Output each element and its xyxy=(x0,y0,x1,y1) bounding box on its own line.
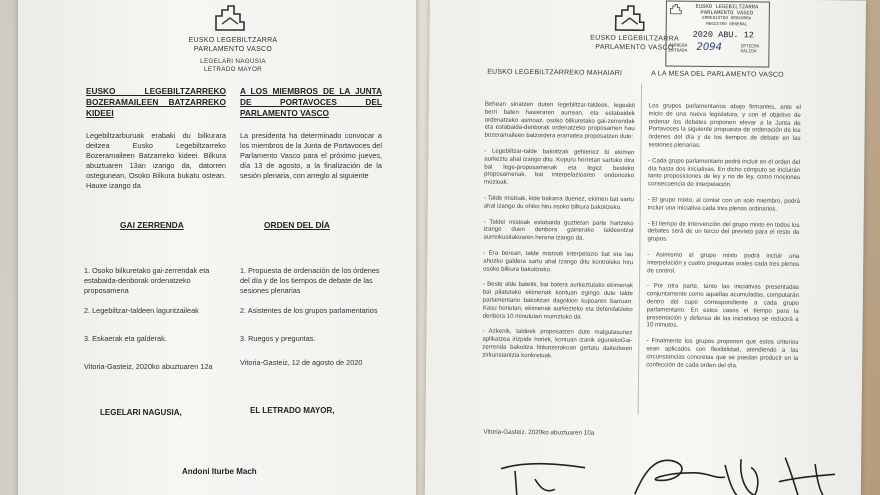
date-basque: Vitoria-Gasteiz, 2020ko abuztuaren 12a xyxy=(84,362,213,371)
signer-name: Andoni Iturbe Mach xyxy=(182,467,257,476)
paragraph-basque: - Legebiltzar-talde bakoitzak gehienez bi ekimen aurkeztu ahal izango ditu. Kopuru horretan sartuko dira bai lege-proposamenak eta legez besteko proposamenak, bai interpelazioaren ondoriozko mozioak. xyxy=(484,147,635,187)
agenda-item-basque: 3. Eskaerak eta galderak. xyxy=(84,334,167,343)
paragraph-basque: Behean sinatzen duten legebiltzar-taldeek, legealdi berri baten hasieraren aurrean, eta estabaidek ordenatzeko asmoaz, osoko bilkuretako gai-zerrendak eta estabaida-denborak ordenatzeko proposamen hau bozeramaileen batzordera eramatea proposatzen dute: xyxy=(484,100,635,141)
stamp-header: EUSKO LEGEBILTZARRA PARLAMENTO VASCO ERREGISTRO OROKORRA REGISTRO GENERAL xyxy=(695,2,759,28)
paragraph-basque: - Taldei mistoak estabaida guztietan parte hartzeko izango duen denbora gainerako taldeentzat aurreikusitakoaren herena izango da. xyxy=(483,218,634,242)
document-sheet-left xyxy=(18,0,416,495)
intro-basque: Legebiltzarburuak erabaki du bilkurara deitzea Eusko Legebiltzarreko Bozeramaileen Batzarreko kideei. Bilkura abuztuaren 13an izango da, datorren ostegunean, Osoko Bilkura bukatu ostean. Hauxe izango da xyxy=(86,131,226,190)
agenda-title-basque: GAI ZERRENDA xyxy=(120,220,184,230)
heading-basque: EUSKO LEGEBILTZARREKO BOZERAMAILEEN BATZARREKO KIDEEI xyxy=(86,86,226,118)
parliament-logo-icon xyxy=(212,4,248,34)
stamp-logo-icon xyxy=(669,4,683,16)
office-name: LEGELARI NAGUSIA LETRADO MAYOR xyxy=(200,58,266,73)
agenda-item-spanish: 2. Asistentes de los grupos parlamentarios xyxy=(240,306,378,315)
paragraph-spanish: Los grupos parlamentarios abajo firmantes, ante el inicio de una nueva legislatura, y con el objetivo de ordenar los debates proponen elevar a la Junta de Portavoces la siguiente propuesta de ordenación de los órdenes del día y de los tiempos de debate en las sesiones plenarias: xyxy=(648,102,801,149)
agenda-item-spanish: 3. Ruegos y preguntas. xyxy=(240,334,316,343)
institution-name: EUSKO LEGEBILTZARRA PARLAMENTO VASCO xyxy=(590,34,680,52)
agenda-item-spanish: 1. Propuesta de ordenación de los órdenes del día y de los tiempos de debate de las sesiones plenarias xyxy=(240,266,380,295)
signature-title-spanish: EL LETRADO MAYOR, xyxy=(250,406,335,415)
stamp-date: 2020 ABU. 12 xyxy=(692,29,754,41)
document-sheet-right xyxy=(425,0,866,495)
paragraph-basque: - Era berean, talde mistoak interpelazio bat eta lau ahozko galdera sartu ahal izango ditu kontroleko hiru osoko bilkura bakoitzeko. xyxy=(483,249,634,273)
column-divider xyxy=(638,84,642,414)
stamp-entry-label: SARRERA ENTRADA xyxy=(668,43,688,54)
paragraph-spanish: - Cada grupo parlamentario podrá incluir en el orden del día hasta dos iniciativas. En dicho cómputo se incluirán tanto proposiciones de ley y no de ley, como mociones consecuencia de interpelación. xyxy=(648,157,801,189)
stamp-exit-label: IRTEERA SALIDA xyxy=(740,44,760,55)
header-basque: EUSKO LEGEBILTZARREKO MAHAIARI xyxy=(487,68,623,78)
paragraph-spanish: - Finalmente los grupos proponen que estos criterios sean aplicados con flexibilidad, atendiendo a las circunstancias concretas que se puedan producir en la confección de cada orden del día. xyxy=(646,337,799,369)
paragraph-basque: - Azkenik, taldeek proposatzen dute malgutasunez aplikatzea irizpide horiek, kontuan izanik egunekoGai-zerrenda bakoitza finkatzerakoan gertatu daitezkeen zirkunstantzia konkretuak. xyxy=(482,327,633,360)
institution-name: EUSKO LEGEBILTZARRA PARLAMENTO VASCO xyxy=(188,37,278,53)
agenda-item-basque: 1. Osoko bilkuretako gai-zerrendak eta estabaida-denborak ordenatzeko proposamena xyxy=(84,266,210,295)
handwritten-signatures xyxy=(495,449,856,495)
paragraph-spanish: - Asimismo el grupo mixto podrá incluir una interpelación y cuatro preguntas orales cada tres plenos de control. xyxy=(647,251,800,275)
paragraph-spanish: - El grupo mixto, al contar con un solo miembro, podrá incluir una iniciativa cada tres plenos ordinarios. xyxy=(647,196,800,213)
paragraph-basque: - Beste alde batetik, bai batera aurkeztutako ekimenak bai pilatutako ekimenak kontuan egingo dute talde parlamentario bakoitzari dagokion kupoaren barruan. Kasu horietan, ekimenak aurkezteko eta defendatzeko denbora 10 minututan murriztuko da. xyxy=(482,280,634,321)
intro-spanish: La presidenta ha determinado convocar a los miembros de la Junta de Portavoces del Parlamento Vasco para el próximo jueves, día 13 de agosto, a la finalización de la sesión plenaria, con arreglo al siguiente xyxy=(240,131,382,180)
signature-title-basque: LEGELARI NAGUSIA, xyxy=(100,408,182,417)
paragraph-spanish: - Por otra parte, tanto las iniciativas presentadas conjuntamente como aquellas acumuladas, computarán dentro del cupo correspondiente a cada grupo parlamentario. En estos casos el tiempo para la presentación y defensa de las iniciativas se reducirá a 10 minutos. xyxy=(646,282,800,329)
proposal-spanish xyxy=(646,102,801,378)
heading-spanish: A LOS MIEMBROS DE LA JUNTA DE PORTAVOCES DEL PARLAMENTO VASCO xyxy=(240,86,382,118)
registry-stamp xyxy=(665,0,770,67)
parliament-logo-icon xyxy=(612,4,648,34)
stamp-number: 2094 xyxy=(696,41,722,54)
proposal-basque xyxy=(482,101,635,369)
paragraph-spanish: - El tiempo de intervención del grupo mixto en todos los debates será de un tercio del previsto para el resto de grupos. xyxy=(647,219,800,243)
agenda-item-basque: 2. Legebiltzar-taldeen laguntzaileak xyxy=(84,306,199,315)
paragraph-basque: - Talde mistoak, kide bakarra duenez, ekimen bat sartu ahal izango du ohiko hiru osoko bilkura bakoitzeko. xyxy=(483,194,634,211)
agenda-title-spanish: ORDEN DEL DÍA xyxy=(264,220,330,230)
date-basque: Vitoria-Gasteiz, 2020ko abuztuaren 10a xyxy=(483,428,595,437)
header-spanish: A LA MESA DEL PARLAMENTO VASCO xyxy=(651,70,784,79)
date-spanish: Vitoria-Gasteiz, 12 de agosto de 2020 xyxy=(240,358,363,367)
